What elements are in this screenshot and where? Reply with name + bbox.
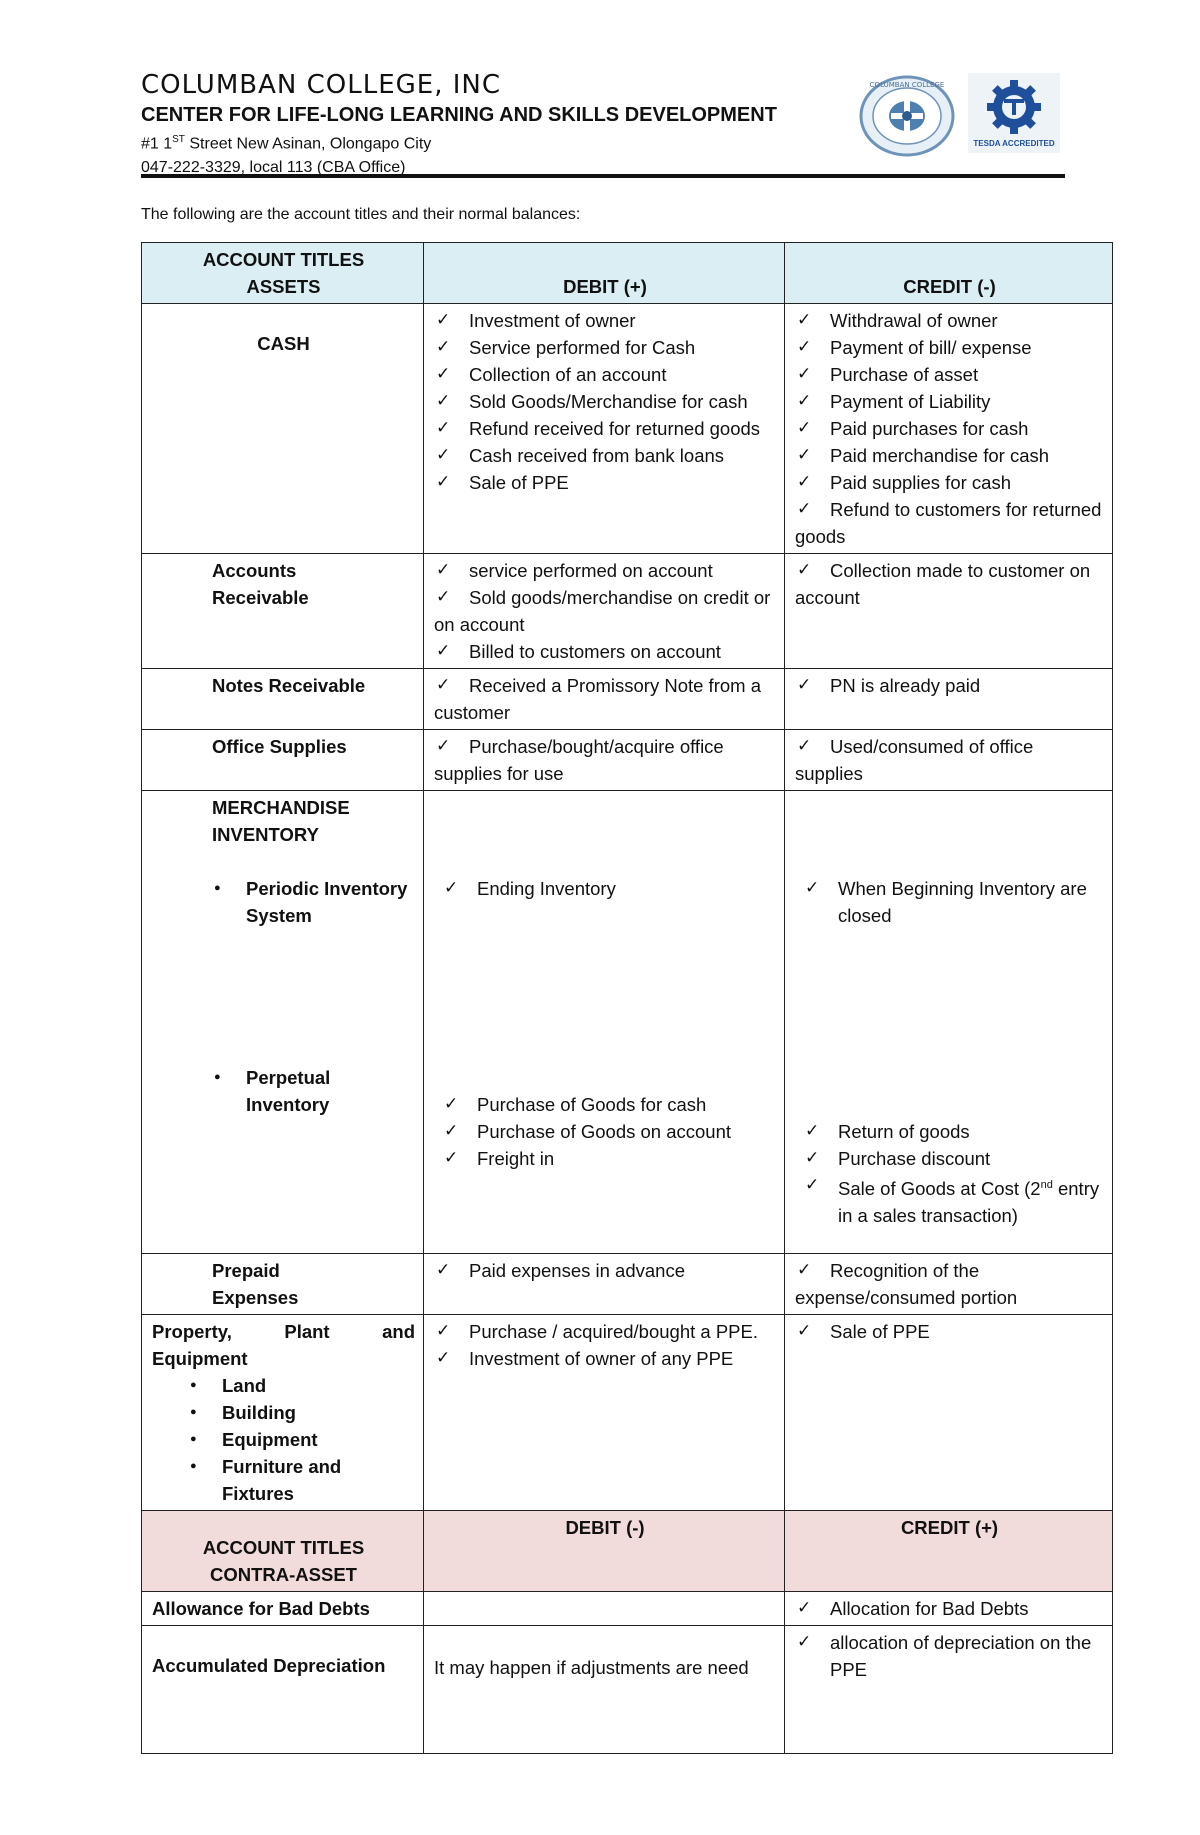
list-item: ✓ Used/consumed of office supplies xyxy=(795,733,1104,787)
college-name: COLUMBAN COLLEGE, INC xyxy=(141,70,502,100)
list-item: ✓ Purchase of Goods for cash xyxy=(442,1091,776,1118)
columban-college-seal-icon xyxy=(858,75,956,157)
list-item: ✓ Purchase of Goods on account xyxy=(442,1118,776,1145)
contra-credit-header: CREDIT (+) xyxy=(785,1511,1113,1592)
normal-balances-table xyxy=(141,242,1113,1754)
accum-dep-credit xyxy=(785,1626,1113,1754)
list-item: ● Building xyxy=(188,1399,415,1426)
account-prepaid-expenses: Prepaid Expenses xyxy=(142,1254,424,1315)
merch-debit xyxy=(424,791,785,1254)
list-item: ✓ Purchase discount xyxy=(803,1145,1104,1172)
ppe-credit xyxy=(785,1315,1113,1511)
list-item: ✓ Purchase / acquired/bought a PPE. xyxy=(434,1318,776,1345)
accum-dep-debit: It may happen if adjustments are need xyxy=(424,1626,785,1754)
table-row-accounts-receivable xyxy=(142,554,1113,669)
account-allowance-bad-debts: Allowance for Bad Debts xyxy=(142,1592,424,1626)
account-office-supplies: Office Supplies xyxy=(142,730,424,791)
list-item: ✓ allocation of depreciation on the PPE xyxy=(795,1629,1104,1683)
cash-credit xyxy=(785,304,1113,554)
account-accumulated-depreciation: Accumulated Depreciation xyxy=(142,1626,424,1754)
list-item: ✓ When Beginning Inventory are closed xyxy=(803,875,1104,929)
table-row-prepaid-expenses xyxy=(142,1254,1113,1315)
cash-debit xyxy=(424,304,785,554)
list-item: ✓ Sale of PPE xyxy=(795,1318,1104,1345)
list-item: ✓ Sold goods/merchandise on credit or on account xyxy=(434,584,776,638)
account-notes-receivable: Notes Receivable xyxy=(142,669,424,730)
ppe-debit xyxy=(424,1315,785,1511)
list-item: ✓ Payment of Liability xyxy=(795,388,1104,415)
list-item: ✓ Collection of an account xyxy=(434,361,776,388)
nr-debit xyxy=(424,669,785,730)
list-item: ✓ Collection made to customer on account xyxy=(795,557,1104,611)
ar-credit xyxy=(785,554,1113,669)
seal-text: COLUMBAN COLLEGE xyxy=(869,81,945,89)
ar-debit xyxy=(424,554,785,669)
prepaid-debit xyxy=(424,1254,785,1315)
list-item: ✓ Received a Promissory Note from a customer xyxy=(434,672,776,726)
list-item: ✓ Recognition of the expense/consumed portion xyxy=(795,1257,1104,1311)
table-row-notes-receivable xyxy=(142,669,1113,730)
table-row-merchandise-inventory xyxy=(142,791,1113,1254)
list-item: ✓ Cash received from bank loans xyxy=(434,442,776,469)
account-merchandise-inventory: MERCHANDISE INVENTORY ● Periodic Inventory System ● Perpetual Inventory xyxy=(142,791,424,1254)
list-item: ● Land xyxy=(188,1372,415,1399)
contra-debit-header: DEBIT (-) xyxy=(424,1511,785,1592)
list-item: ✓ Refund to customers for returned goods xyxy=(795,496,1104,550)
center-name: CENTER FOR LIFE-LONG LEARNING AND SKILLS DEVELOPMENT xyxy=(141,104,777,126)
os-debit xyxy=(424,730,785,791)
table-row-allowance xyxy=(142,1592,1113,1626)
os-credit xyxy=(785,730,1113,791)
list-item: ✓ Billed to customers on account xyxy=(434,638,776,665)
list-item: ✓ Paid expenses in advance xyxy=(434,1257,776,1284)
list-item: ✓ Ending Inventory xyxy=(442,875,776,902)
intro-text: The following are the account titles and their normal balances: xyxy=(141,206,581,223)
table-row-accumulated-depreciation xyxy=(142,1626,1113,1754)
list-item: ✓ Allocation for Bad Debts xyxy=(795,1595,1104,1622)
list-item: ✓ Freight in xyxy=(442,1145,776,1172)
list-item: ✓ Withdrawal of owner xyxy=(795,307,1104,334)
list-item: ✓ Purchase/bought/acquire office supplies for use xyxy=(434,733,776,787)
list-item: ✓ Investment of owner of any PPE xyxy=(434,1345,776,1372)
list-item: ● Furniture and Fixtures xyxy=(188,1453,415,1507)
phone: 047-222-3329, local 113 (CBA Office) xyxy=(141,159,406,177)
list-item: ✓ Sale of Goods at Cost (2nd entry in a sales transaction) xyxy=(803,1172,1104,1229)
tesda-logo-icon xyxy=(968,73,1060,153)
list-item: ✓ Payment of bill/ expense xyxy=(795,334,1104,361)
account-ppe: Property, Plant and Equipment ● Land ● Building ● Equipment ● Furniture and Fixtures xyxy=(142,1315,424,1511)
table-row-cash xyxy=(142,304,1113,554)
debit-header: DEBIT (+) xyxy=(424,243,785,304)
nr-credit xyxy=(785,669,1113,730)
list-item: ✓ service performed on account xyxy=(434,557,776,584)
list-item: ✓ Paid merchandise for cash xyxy=(795,442,1104,469)
table-row-ppe xyxy=(142,1315,1113,1511)
tesda-text: TESDA ACCREDITED xyxy=(973,139,1055,148)
account-cash: CASH xyxy=(142,304,424,554)
address: #1 1ST Street New Asinan, Olongapo City xyxy=(141,134,432,153)
table-row-office-supplies xyxy=(142,730,1113,791)
allowance-credit xyxy=(785,1592,1113,1626)
list-item: ✓ Return of goods xyxy=(803,1118,1104,1145)
list-item: ✓ Service performed for Cash xyxy=(434,334,776,361)
prepaid-credit xyxy=(785,1254,1113,1315)
account-titles-header: ACCOUNT TITLES ASSETS xyxy=(142,243,424,304)
contra-account-titles-header: ACCOUNT TITLES CONTRA-ASSET xyxy=(142,1511,424,1592)
merch-credit xyxy=(785,791,1113,1254)
list-item: ✓ Sale of PPE xyxy=(434,469,776,496)
list-item: ✓ PN is already paid xyxy=(795,672,1104,699)
assets-header-row xyxy=(142,243,1113,304)
header-divider xyxy=(141,174,1065,178)
account-accounts-receivable: Accounts Receivable xyxy=(142,554,424,669)
credit-header: CREDIT (-) xyxy=(785,243,1113,304)
list-item: ✓ Purchase of asset xyxy=(795,361,1104,388)
list-item: ✓ Sold Goods/Merchandise for cash xyxy=(434,388,776,415)
list-item: ✓ Paid supplies for cash xyxy=(795,469,1104,496)
list-item: ● Perpetual Inventory xyxy=(212,1064,415,1118)
list-item: ✓ Refund received for returned goods xyxy=(434,415,776,442)
list-item: ● Periodic Inventory System xyxy=(212,875,415,929)
list-item: ● Equipment xyxy=(188,1426,415,1453)
allowance-debit xyxy=(424,1592,785,1626)
contra-header-row xyxy=(142,1511,1113,1592)
list-item: ✓ Investment of owner xyxy=(434,307,776,334)
list-item: ✓ Paid purchases for cash xyxy=(795,415,1104,442)
